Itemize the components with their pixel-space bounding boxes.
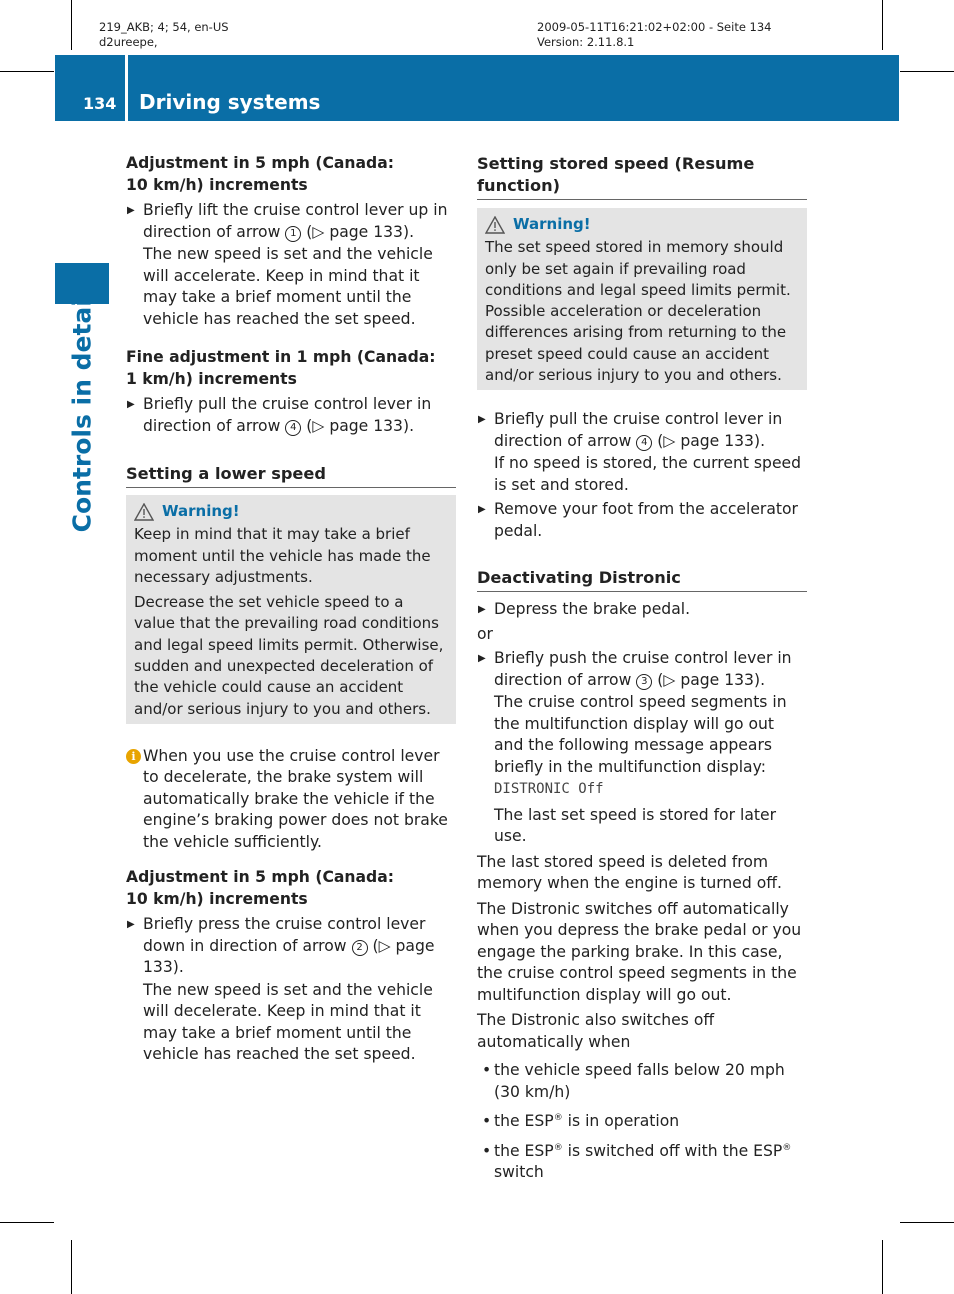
warning-triangle-icon (134, 503, 154, 521)
crop-mark (882, 0, 883, 50)
arrow-number-icon: 1 (285, 226, 301, 242)
step-result: The new speed is set and the vehicle will decelerate. Keep in mind that it may take a brief moment until the vehicle has reached the set speed. (143, 980, 433, 1064)
warning-box (477, 208, 807, 390)
crop-mark (882, 1240, 883, 1294)
page-number: 134 (83, 94, 117, 113)
section-heading: Adjustment in 5 mph (Canada: 10 km/h) increments (126, 868, 394, 909)
instruction-step: ▶ Briefly press the cruise control lever down in direction of arrow 2 (▷ page 133). (127, 915, 435, 977)
warning-text: Decrease the set vehicle speed to a value that the prevailing road conditions and legal speed limits permit. Otherwise, sudden and unexpected deceleration of the vehicle could cause an accident and/or serious injury to you and others. (134, 593, 444, 718)
step-arrow-icon: ▶ (478, 604, 486, 616)
step-result: The cruise control speed segments in the multifunction display will go out and the following message appears briefly in the multifunction display: DISTRONIC Off (494, 693, 787, 798)
warning-text: Keep in mind that it may take a brief moment until the vehicle has made the necessary adjustments. (134, 525, 431, 586)
step-arrow-icon: ▶ (127, 399, 135, 410)
crop-mark (900, 1222, 954, 1223)
warning-triangle-icon (485, 216, 505, 234)
instruction-step: ▶ Depress the brake pedal. (477, 599, 807, 621)
section-heading: Fine adjustment in 1 mph (Canada: 1 km/h) increments (126, 348, 436, 388)
section-heading: Deactivating Distronic (477, 567, 807, 592)
step-arrow-icon: ▶ (127, 205, 135, 216)
section-heading: Setting a lower speed (126, 463, 456, 488)
step-result: The last set speed is stored for later use. (494, 805, 777, 846)
side-tab-label: Controls in detail (67, 289, 97, 533)
instruction-step: ▶ Briefly pull the cruise control lever in direction of arrow 4 (▷ page 133). (127, 395, 432, 435)
display-message: DISTRONIC Off (494, 781, 604, 798)
instruction-step: ▶ Briefly pull the cruise control lever in direction of arrow 4 (▷ page 133). (478, 410, 783, 450)
step-result: If no speed is stored, the current speed is set and stored. (494, 454, 802, 494)
step-arrow-icon: ▶ (127, 919, 135, 931)
print-meta-left: 219_AKB; 4; 54, en-US d2ureepe, (99, 20, 229, 49)
arrow-number-icon: 4 (636, 435, 652, 451)
warning-box (126, 495, 456, 724)
section-heading: Adjustment in 5 mph (Canada: 10 km/h) increments (126, 154, 394, 194)
crop-mark (900, 71, 954, 72)
print-meta-right: 2009-05-11T16:21:02+02:00 - Seite 134 Version: 2.11.8.1 (537, 20, 772, 49)
crop-mark (0, 71, 54, 72)
list-item: • the vehicle speed falls below 20 mph (30 km/h) (482, 1061, 785, 1101)
arrow-number-icon: 4 (285, 420, 301, 436)
header-separator (125, 55, 128, 121)
body-text: The Distronic switches off automatically when you depress the brake pedal or you engage the parking brake. In this case, the cruise control speed segments in the multifunction display will go out. (477, 899, 802, 1004)
instruction-step: ▶ Briefly push the cruise control lever in direction of arrow 3 (▷ page 133). (478, 649, 792, 689)
arrow-number-icon: 3 (636, 674, 652, 690)
or-text: or (477, 624, 493, 643)
body-text: The last stored speed is deleted from memory when the engine is turned off. (477, 852, 782, 893)
step-result: The new speed is set and the vehicle will accelerate. Keep in mind that it may take a brief moment until the vehicle has reached the set speed. (143, 245, 433, 328)
list-item: • the ESP® is switched off with the ESP® switch (482, 1141, 792, 1182)
crop-mark (0, 1222, 54, 1223)
step-arrow-icon: ▶ (478, 653, 486, 665)
list-item: • the ESP® is in operation (482, 1112, 680, 1131)
right-column (477, 153, 807, 1184)
left-column (126, 152, 456, 1066)
body-text: The Distronic also switches off automatically when (477, 1011, 715, 1051)
instruction-step: ▶ Remove your foot from the accelerator pedal. (478, 500, 798, 540)
crop-mark (71, 0, 72, 50)
chapter-title: Driving systems (139, 90, 321, 114)
instruction-step: ▶ Briefly lift the cruise control lever up in direction of arrow 1 (▷ page 133). (127, 201, 448, 241)
warning-text: The set speed stored in memory should only be set again if prevailing road conditions and legal speed limits permit. Possible acceleration or deceleration differences arising from returning to the preset speed could cause an accident and/or serious injury to you and others. (485, 238, 791, 385)
section-heading: Setting stored speed (Resume function) (477, 153, 807, 200)
step-arrow-icon: ▶ (478, 504, 486, 516)
arrow-number-icon: 2 (352, 940, 368, 956)
info-icon: i (126, 749, 141, 764)
warning-header: Warning! (134, 501, 448, 522)
info-note: i When you use the cruise control lever to decelerate, the brake system will automatically brake the vehicle if the engine’s braking power does not brake the vehicle sufficiently. (126, 746, 456, 854)
warning-header: Warning! (485, 214, 799, 235)
crop-mark (71, 1240, 72, 1294)
step-arrow-icon: ▶ (478, 414, 486, 426)
